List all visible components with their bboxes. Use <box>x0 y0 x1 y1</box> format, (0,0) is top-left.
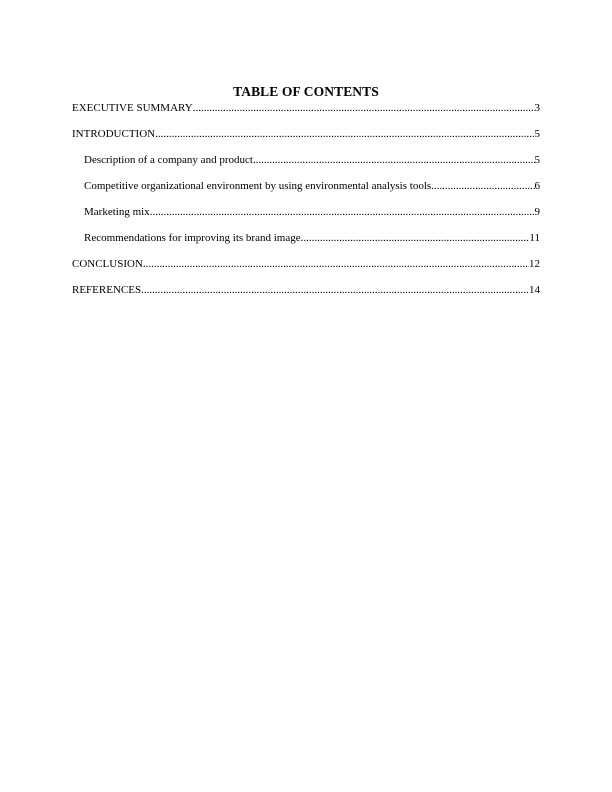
toc-entry-marketing-mix[interactable] <box>72 205 540 231</box>
toc-entry-executive-summary[interactable] <box>72 101 540 127</box>
toc-dot-leader <box>150 205 535 219</box>
toc-entry-label: Marketing mix <box>84 206 150 218</box>
toc-page-number: 5 <box>534 128 540 140</box>
toc-entry-introduction[interactable] <box>72 127 540 153</box>
toc-entry-company-description[interactable] <box>72 153 540 179</box>
toc-page-number: 9 <box>534 206 540 218</box>
toc-dot-leader <box>253 153 535 167</box>
toc-page-number: 14 <box>529 284 540 296</box>
toc-page-number: 6 <box>534 180 540 192</box>
toc-entry-competitive-environment[interactable] <box>72 179 540 205</box>
toc-page-number: 3 <box>534 102 540 114</box>
toc-entry-label: INTRODUCTION <box>72 128 156 140</box>
toc-list <box>72 101 540 309</box>
toc-dot-leader <box>141 283 529 297</box>
toc-entry-label: EXECUTIVE SUMMARY <box>72 102 193 114</box>
toc-entry-label: REFERENCES <box>72 284 142 296</box>
toc-dot-leader <box>155 127 534 141</box>
toc-entry-conclusion[interactable] <box>72 257 540 283</box>
toc-dot-leader <box>193 101 535 115</box>
toc-dot-leader <box>431 179 534 193</box>
toc-entry-label: Competitive organizational environment by using environmental analysis tools <box>84 180 432 192</box>
toc-entry-recommendations[interactable] <box>72 231 540 257</box>
toc-dot-leader <box>143 257 529 271</box>
toc-entry-label: CONCLUSION <box>72 258 143 270</box>
toc-entry-label: Recommendations for improving its brand image <box>84 232 301 244</box>
toc-title: TABLE OF CONTENTS <box>233 84 379 99</box>
toc-dot-leader <box>301 231 530 245</box>
toc-page-number: 12 <box>529 258 540 270</box>
toc-page-number: 11 <box>529 232 540 244</box>
toc-page-number: 5 <box>534 154 540 166</box>
toc-entry-references[interactable] <box>72 283 540 309</box>
toc-entry-label: Description of a company and product <box>84 154 253 166</box>
